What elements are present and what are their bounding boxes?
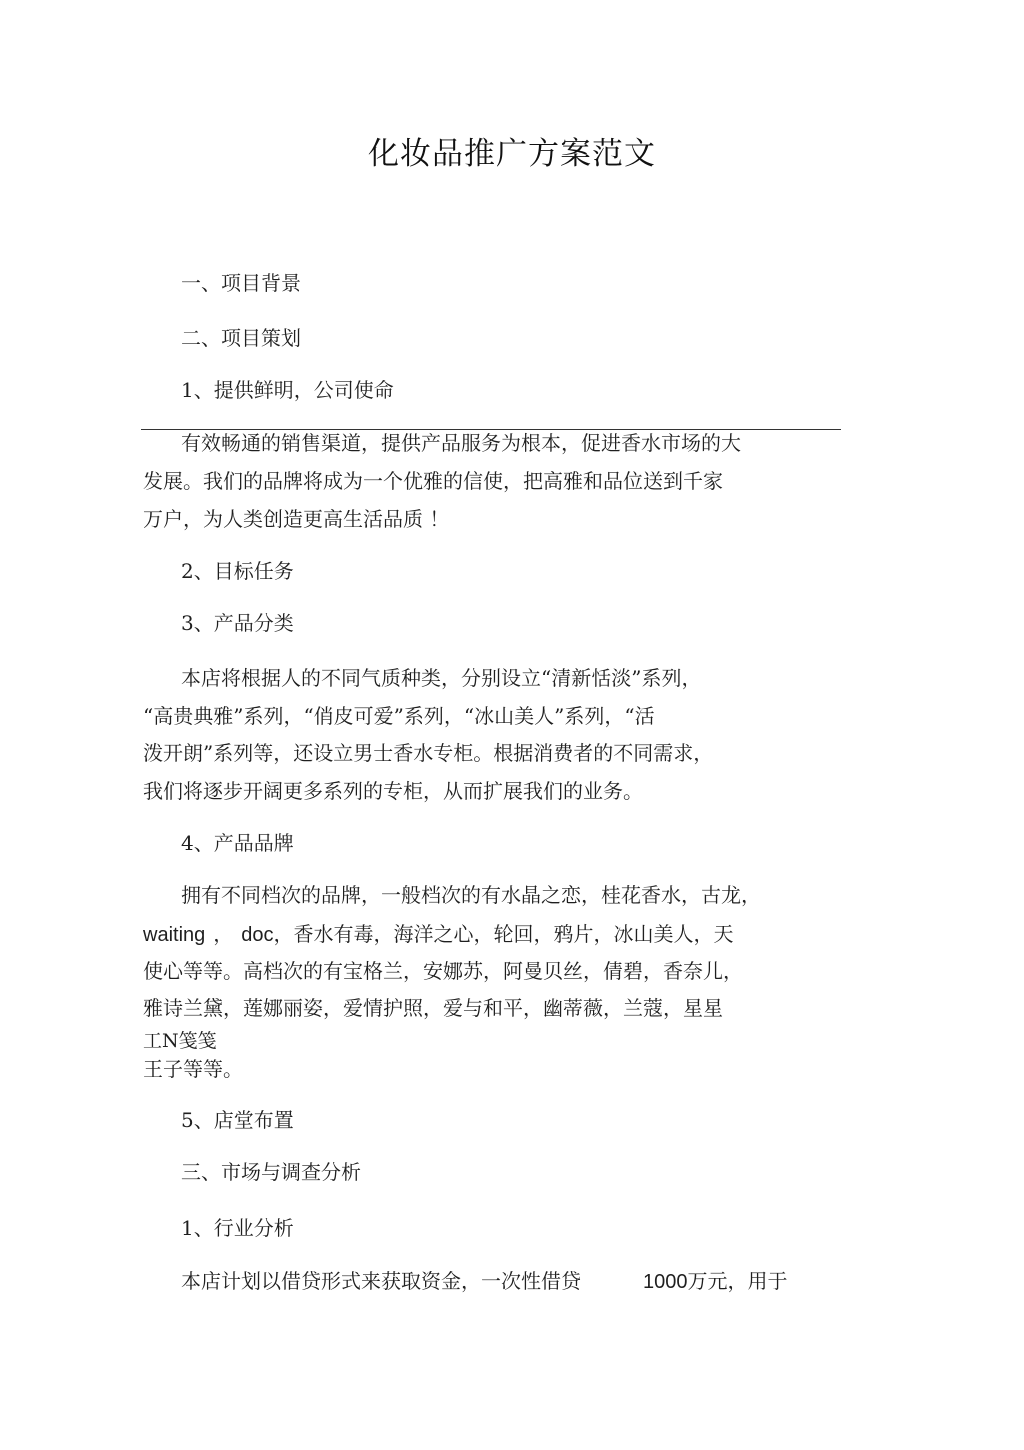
paragraph-categories-line-1: 本店将根据人的不同气质种类，分别设立“清新恬淡”系列， [181, 666, 702, 690]
paragraph-categories-line-4: 我们将逐步开阔更多系列的专柜，从而扩展我们的业务。 [143, 779, 643, 803]
paragraph-brands-line-1: 拥有不同档次的品牌，一般档次的有水晶之恋，桂花香水，古龙， [181, 883, 761, 907]
paragraph-categories-line-3: 泼开朗”系列等，还设立男士香水专柜。根据消费者的不同需求， [143, 741, 714, 765]
subheading-industry-analysis: 1、行业分析 [181, 1216, 294, 1240]
paragraph-categories-line-2: “高贵典雅”系列，“俏皮可爱”系列，“冰山美人”系列，“活 [143, 704, 655, 728]
subheading-goals: 2、目标任务 [181, 559, 294, 583]
paragraph-mission-line-3: 万户，为人类创造更高生活品质 ！ [143, 507, 450, 531]
brand-doc: doc [241, 924, 274, 946]
subheading-company-mission: 1、提供鲜明，公司使命 [181, 378, 394, 402]
paragraph-mission-line-2: 发展。我们的品牌将成为一个优雅的信使，把高雅和品位送到千家 [143, 469, 723, 493]
financing-amount: 1000万元，用于 [643, 1271, 788, 1293]
section-heading-project-planning: 二、项目策划 [181, 326, 301, 350]
paragraph-brands-line-5: 工N笺笺 [143, 1030, 217, 1052]
paragraph-brands-line-4: 雅诗兰黛，莲娜丽姿，爱情护照，爱与和平，幽蒂薇，兰蔻，星星 [143, 996, 723, 1020]
paragraph-mission-line-1: 有效畅通的销售渠道，提供产品服务为根本，促进香水市场的大 [181, 431, 741, 455]
paragraph-brands-line-2 [143, 922, 734, 947]
brand-list-continued: ，香水有毒，海洋之心，轮回，鸦片，冰山美人，天 [273, 922, 734, 946]
subheading-product-brands: 4、产品品牌 [181, 831, 294, 855]
paragraph-financing-line-1 [181, 1269, 788, 1294]
subheading-product-categories: 3、产品分类 [181, 611, 294, 635]
section-heading-project-background: 一、项目背景 [181, 271, 301, 295]
subheading-store-layout: 5、店堂布置 [181, 1108, 294, 1132]
financing-text: 本店计划以借贷形式来获取资金，一次性借贷 [181, 1269, 581, 1293]
horizontal-rule [141, 429, 841, 430]
document-title: 化妆品推广方案范文 [368, 136, 656, 172]
paragraph-brands-line-3: 使心等等。高档次的有宝格兰，安娜苏，阿曼贝丝，倩碧，香奈儿， [143, 959, 743, 983]
brand-separator: ， [213, 922, 234, 946]
paragraph-brands-line-6: 王子等等。 [143, 1057, 243, 1081]
section-heading-market-analysis: 三、市场与调查分析 [181, 1160, 361, 1184]
brand-waiting: waiting [143, 924, 206, 946]
